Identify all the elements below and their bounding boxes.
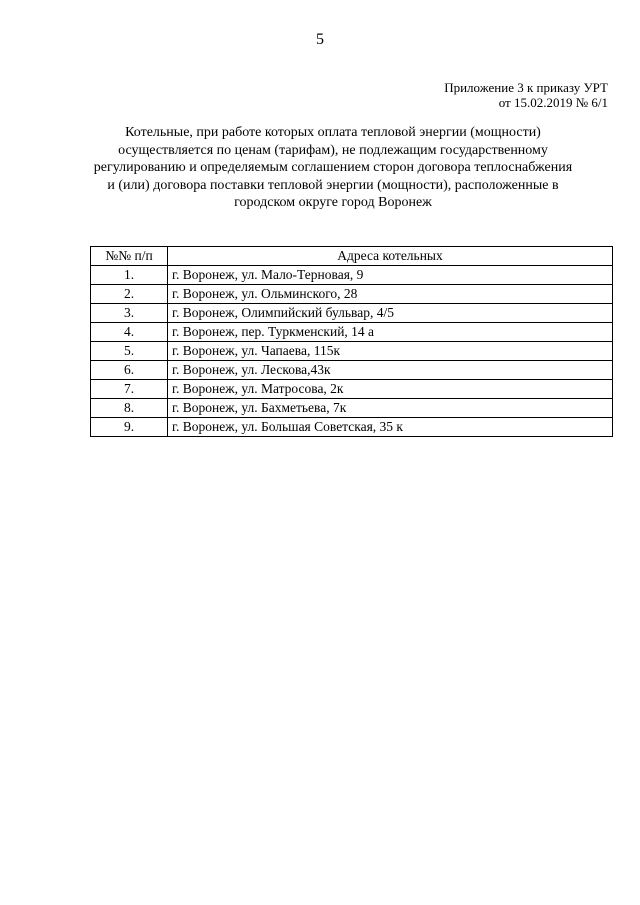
row-number: 6. [91, 361, 168, 380]
row-address: г. Воронеж, ул. Бахметьева, 7к [168, 399, 613, 418]
table-header-row [91, 247, 613, 266]
title-line: городском округе город Воронеж [234, 195, 432, 210]
table-row [91, 399, 613, 418]
row-number: 8. [91, 399, 168, 418]
row-number: 1. [91, 266, 168, 285]
row-address: г. Воронеж, ул. Матросова, 2к [168, 380, 613, 399]
table-row [91, 380, 613, 399]
row-address: г. Воронеж, ул. Чапаева, 115к [168, 342, 613, 361]
row-address: г. Воронеж, ул. Большая Советская, 35 к [168, 418, 613, 437]
table-row [91, 323, 613, 342]
title-line: регулированию и определяемым соглашением сторон договора теплоснабжения [93, 160, 573, 175]
row-number: 4. [91, 323, 168, 342]
table-row [91, 361, 613, 380]
row-address: г. Воронеж, ул. Лескова,43к [168, 361, 613, 380]
row-address: г. Воронеж, Олимпийский бульвар, 4/5 [168, 304, 613, 323]
document-title [78, 124, 588, 212]
row-address: г. Воронеж, пер. Туркменский, 14 а [168, 323, 613, 342]
row-number: 9. [91, 418, 168, 437]
row-number: 3. [91, 304, 168, 323]
title-line: Котельные, при работе которых оплата тепловой энергии (мощности) [125, 125, 541, 140]
page-number: 5 [316, 31, 324, 48]
row-number: 7. [91, 380, 168, 399]
appendix-reference [444, 80, 608, 110]
row-number: 2. [91, 285, 168, 304]
table-row [91, 418, 613, 437]
table-row [91, 304, 613, 323]
table-row [91, 285, 613, 304]
boilers-table [90, 246, 613, 437]
row-number: 5. [91, 342, 168, 361]
appendix-line-1: Приложение 3 к приказу УРТ [444, 80, 608, 95]
table-row [91, 266, 613, 285]
appendix-line-2: от 15.02.2019 № 6/1 [498, 95, 608, 110]
header-address: Адреса котельных [168, 247, 613, 266]
row-address: г. Воронеж, ул. Мало-Терновая, 9 [168, 266, 613, 285]
header-number: №№ п/п [91, 247, 168, 266]
title-line: осуществляется по ценам (тарифам), не подлежащим государственному [118, 142, 548, 158]
table-row [91, 342, 613, 361]
row-address: г. Воронеж, ул. Ольминского, 28 [168, 285, 613, 304]
title-line: и (или) договора поставки тепловой энергии (мощности), расположенные в [107, 177, 559, 193]
